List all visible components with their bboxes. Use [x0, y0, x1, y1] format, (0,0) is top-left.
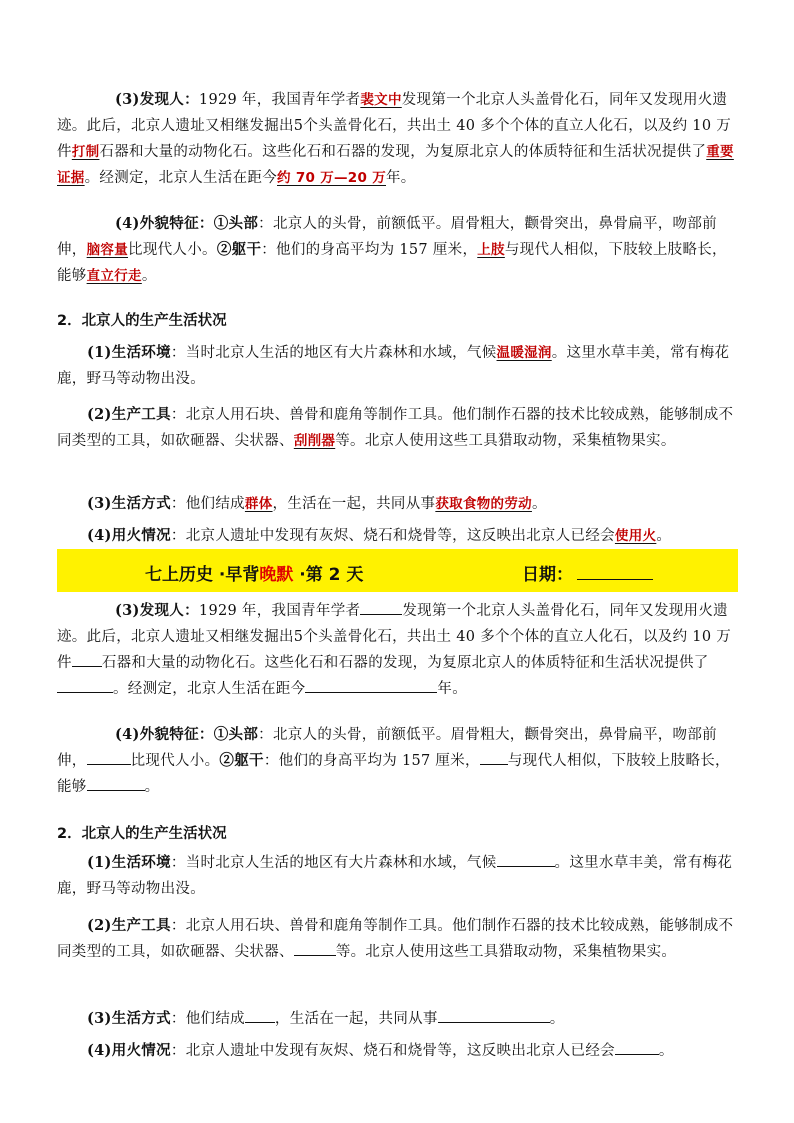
blank-tool-method[interactable]	[72, 652, 102, 667]
blank-discoverer[interactable]	[360, 600, 402, 615]
answer-use-fire: 使用火	[614, 528, 657, 544]
date-field: 日期：	[522, 560, 653, 585]
blank-labor[interactable]	[438, 1008, 550, 1023]
answer-food-labor: 获取食物的劳动	[435, 496, 532, 512]
blank-brain-capacity[interactable]	[87, 750, 131, 765]
bottom-discoverer-paragraph: (3)发现人：1929 年，我国青年学者 发现第一个北京人头盖骨化石，同年又发现用火遗迹。此后，北京人遗址又相继发掘出5个头盖骨化石，共出土 40 多个个体的直立人化石，以及约 10 万件 石器和大量的动物化石。这些化石和石器的发现，为复原北京人的体质特征和生活状况提供了。经测定，北京人生活在距今 年。	[57, 602, 732, 697]
bottom-appearance-paragraph: (4)外貌特征：①头部：北京人的头骨，前额低平。眉骨粗大，颧骨突出，鼻骨扁平，吻部前伸， 比现代人小。②躯干：他们的身高平均为 157 厘米， 与现代人相似，下肢较上肢略长，能够 。	[57, 726, 730, 795]
answer-dazhi: 打制	[71, 144, 100, 160]
answer-pei-wenzhong: 裴文中	[360, 92, 402, 108]
answer-age-range: 约 70 万—20 万	[277, 170, 386, 186]
blank-group[interactable]	[245, 1008, 275, 1023]
top-discoverer-paragraph: (3)发现人：1929 年，我国青年学者裴文中发现第一个北京人头盖骨化石，同年又发现用火遗迹。此后，北京人遗址又相继发掘出5个头盖骨化石，共出土 40 多个个体的直立人化石，以及约 10 万件打制石器和大量的动物化石。这些化石和石器的发现，为复原北京人的体质特征和生活状况提供了重要证据。经测定，北京人生活在距今约 70 万—20 万年。	[57, 91, 734, 186]
answer-scraper: 刮削器	[293, 433, 336, 449]
date-input-line[interactable]	[577, 563, 653, 580]
top-section-heading: 2．北京人的生产生活状况	[57, 313, 227, 329]
top-environment-paragraph: (1)生活环境：当时北京人生活的地区有大片森林和水域，气候温暖湿润。这里水草丰美，常有梅花鹿，野马等动物出没。	[57, 344, 730, 387]
answer-warm-humid: 温暖湿润	[496, 345, 552, 361]
blank-limbs[interactable]	[480, 750, 508, 765]
answer-group: 群体	[244, 496, 273, 512]
bottom-tools-paragraph: (2)生产工具：北京人用石块、兽骨和鹿角等制作工具。他们制作石器的技术比较成熟，能够制成不同类型的工具，如砍砸器、尖状器、 等。北京人使用这些工具猎取动物，采集植物果实。	[57, 917, 734, 960]
top-appearance-paragraph: (4)外貌特征：①头部：北京人的头骨，前额低平。眉骨粗大，颧骨突出，鼻骨扁平，吻部前伸，脑容量比现代人小。②躯干：他们的身高平均为 157 厘米，上肢与现代人相似，下肢较上肢略长，能够直立行走。	[57, 215, 727, 284]
bottom-lifestyle-paragraph: (3)生活方式：他们结成 ，生活在一起，共同从事 。	[87, 1010, 565, 1027]
bottom-fire-paragraph: (4)用火情况：北京人遗址中发现有灰烬、烧石和烧骨等，这反映出北京人已经会 。	[87, 1042, 674, 1059]
blank-age-range[interactable]	[305, 678, 437, 693]
blank-tool-type[interactable]	[294, 941, 336, 956]
answer-important-evidence: 重要证据	[57, 144, 734, 186]
top-tools-paragraph: (2)生产工具：北京人用石块、兽骨和鹿角等制作工具。他们制作石器的技术比较成熟，能够制成不同类型的工具，如砍砸器、尖状器、刮削器等。北京人使用这些工具猎取动物，采集植物果实。	[57, 406, 734, 449]
bottom-section-heading: 2．北京人的生产生活状况	[57, 826, 227, 842]
blank-fire[interactable]	[615, 1040, 659, 1055]
top-fire-paragraph: (4)用火情况：北京人遗址中发现有灰烬、烧石和烧骨等，这反映出北京人已经会使用火。	[87, 527, 672, 544]
answer-upper-limbs: 上肢	[477, 242, 505, 258]
banner-title: 七上历史 ·早背晚默 ·第 2 天	[145, 565, 364, 585]
day-banner	[57, 549, 738, 592]
bottom-environment-paragraph: (1)生活环境：当时北京人生活的地区有大片森林和水域，气候 。这里水草丰美，常有梅花鹿，野马等动物出没。	[57, 854, 733, 897]
blank-climate[interactable]	[497, 852, 555, 867]
answer-upright-walking: 直立行走	[86, 268, 142, 284]
answer-brain-capacity: 脑容量	[86, 242, 129, 258]
blank-upright[interactable]	[87, 776, 145, 791]
blank-evidence[interactable]	[57, 678, 113, 693]
top-lifestyle-paragraph: (3)生活方式：他们结成群体，生活在一起，共同从事获取食物的劳动。	[87, 495, 547, 512]
